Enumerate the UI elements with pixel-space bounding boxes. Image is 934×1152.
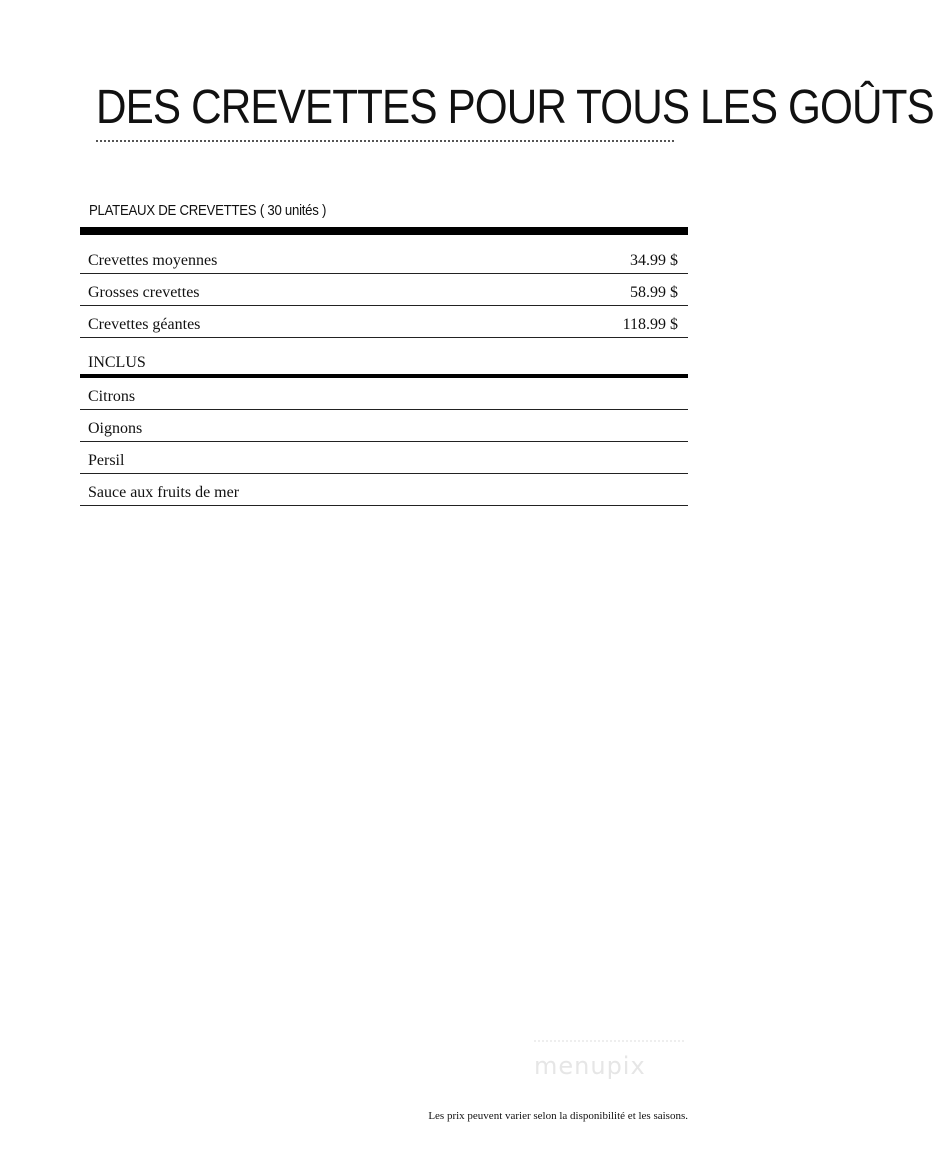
included-item-name: Oignons bbox=[88, 420, 143, 437]
included-item bbox=[80, 474, 688, 506]
included-item-name: Persil bbox=[88, 452, 125, 469]
menu-item-price: 58.99 $ bbox=[630, 284, 678, 301]
section-heading-quantity: ( 30 unités ) bbox=[259, 202, 327, 219]
watermark-decoration bbox=[534, 1040, 684, 1042]
included-item-name: Sauce aux fruits de mer bbox=[88, 484, 240, 501]
footer-note: Les prix peuvent varier selon la disponibilité et les saisons. bbox=[428, 1110, 688, 1122]
watermark-logo: menupix bbox=[534, 1052, 646, 1080]
menu-item-price: 118.99 $ bbox=[622, 316, 678, 333]
section-heading bbox=[89, 202, 326, 219]
page-title: DES CREVETTES POUR TOUS LES GOÛTS bbox=[96, 81, 934, 134]
menu-item-name: Grosses crevettes bbox=[88, 284, 200, 301]
title-divider bbox=[96, 140, 674, 142]
menu-item-price: 34.99 $ bbox=[630, 252, 678, 269]
menu-item-name: Crevettes moyennes bbox=[88, 252, 218, 269]
included-item bbox=[80, 442, 688, 474]
menu-item bbox=[80, 306, 688, 338]
included-item bbox=[80, 378, 688, 410]
included-heading: INCLUS bbox=[88, 354, 146, 371]
section-heading-label: PLATEAUX DE CREVETTES bbox=[89, 202, 257, 219]
section-divider bbox=[80, 227, 688, 235]
menu-item-name: Crevettes géantes bbox=[88, 316, 201, 333]
included-item bbox=[80, 410, 688, 442]
menu-item bbox=[80, 242, 688, 274]
included-item-name: Citrons bbox=[88, 388, 136, 405]
menu-item bbox=[80, 274, 688, 306]
